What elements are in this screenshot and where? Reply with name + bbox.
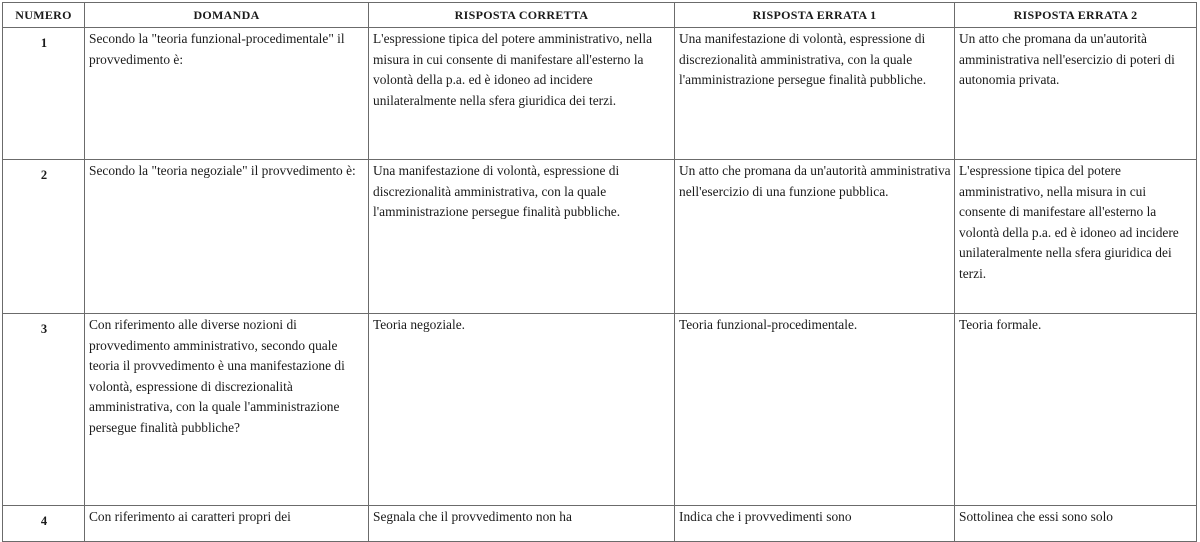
cell-text: L'espressione tipica del potere amministrativo, nella misura in cui consente di manifestare all'esterno la volontà della p.a. ed è idoneo ad incidere unilateralmente nella sfera giuridica dei terzi. <box>959 163 1179 281</box>
cell-domanda <box>85 506 369 542</box>
table-row <box>3 160 1197 314</box>
table-row <box>3 314 1197 506</box>
cell-text: Teoria negoziale. <box>373 317 466 332</box>
cell-text: Teoria funzional-procedimentale. <box>679 317 858 332</box>
cell-text: Un atto che promana da un'autorità amministrativa nell'esercizio di una funzione pubblica. <box>679 163 951 199</box>
cell-risposta-corretta <box>369 506 675 542</box>
cell-text: 3 <box>40 322 48 336</box>
cell-text: Con riferimento alle diverse nozioni di provvedimento amministrativo, secondo quale teoria il provvedimento è una manifestazione di volontà, espressione di discrezionalità amministrativa, con la quale l'amministrazione persegue finalità pubbliche? <box>89 317 345 435</box>
header-risposta-corretta: RISPOSTA CORRETTA <box>369 3 675 28</box>
cell-risposta-errata-1 <box>675 160 955 314</box>
cell-text: Un atto che promana da un'autorità amministrativa nell'esercizio di poteri di autonomia privata. <box>959 31 1175 87</box>
cell-risposta-errata-1 <box>675 28 955 160</box>
header-risposta-errata-1: RISPOSTA ERRATA 1 <box>675 3 955 28</box>
table-row <box>3 28 1197 160</box>
cell-risposta-errata-2 <box>955 314 1197 506</box>
cell-text: Una manifestazione di volontà, espressione di discrezionalità amministrativa, con la quale l'amministrazione persegue finalità pubbliche. <box>373 163 621 219</box>
table-row <box>3 506 1197 542</box>
cell-risposta-errata-1 <box>675 314 955 506</box>
cell-numero <box>3 506 85 542</box>
cell-risposta-errata-1 <box>675 506 955 542</box>
cell-domanda <box>85 160 369 314</box>
cell-text: Segnala che il provvedimento non ha <box>373 509 572 524</box>
header-numero: NUMERO <box>3 3 85 28</box>
quiz-table-container <box>2 2 1196 542</box>
header-risposta-errata-2: RISPOSTA ERRATA 2 <box>955 3 1197 28</box>
cell-text: Teoria formale. <box>959 317 1042 332</box>
cell-text: Secondo la "teoria negoziale" il provvedimento è: <box>89 163 356 178</box>
cell-numero <box>3 160 85 314</box>
cell-text: Sottolinea che essi sono solo <box>959 509 1113 524</box>
cell-numero <box>3 28 85 160</box>
cell-text: 1 <box>40 36 48 50</box>
cell-text: Una manifestazione di volontà, espressione di discrezionalità amministrativa, con la quale l'amministrazione persegue finalità pubbliche. <box>679 31 927 87</box>
cell-text: 4 <box>40 514 48 528</box>
cell-risposta-errata-2 <box>955 506 1197 542</box>
cell-domanda <box>85 28 369 160</box>
cell-text: Secondo la "teoria funzional-procedimentale" il provvedimento è: <box>89 31 345 67</box>
cell-risposta-corretta <box>369 160 675 314</box>
quiz-table <box>2 2 1197 542</box>
header-row <box>3 3 1197 28</box>
cell-text: L'espressione tipica del potere amministrativo, nella misura in cui consente di manifestare all'esterno la volontà della p.a. ed è idoneo ad incidere unilateralmente nella sfera giuridica dei terzi. <box>373 31 653 108</box>
cell-risposta-corretta <box>369 28 675 160</box>
cell-text: Con riferimento ai caratteri propri dei <box>89 509 291 524</box>
cell-text: Indica che i provvedimenti sono <box>679 509 852 524</box>
cell-text: 2 <box>40 168 48 182</box>
header-domanda: DOMANDA <box>85 3 369 28</box>
cell-risposta-errata-2 <box>955 28 1197 160</box>
cell-numero <box>3 314 85 506</box>
cell-risposta-errata-2 <box>955 160 1197 314</box>
cell-risposta-corretta <box>369 314 675 506</box>
cell-domanda <box>85 314 369 506</box>
